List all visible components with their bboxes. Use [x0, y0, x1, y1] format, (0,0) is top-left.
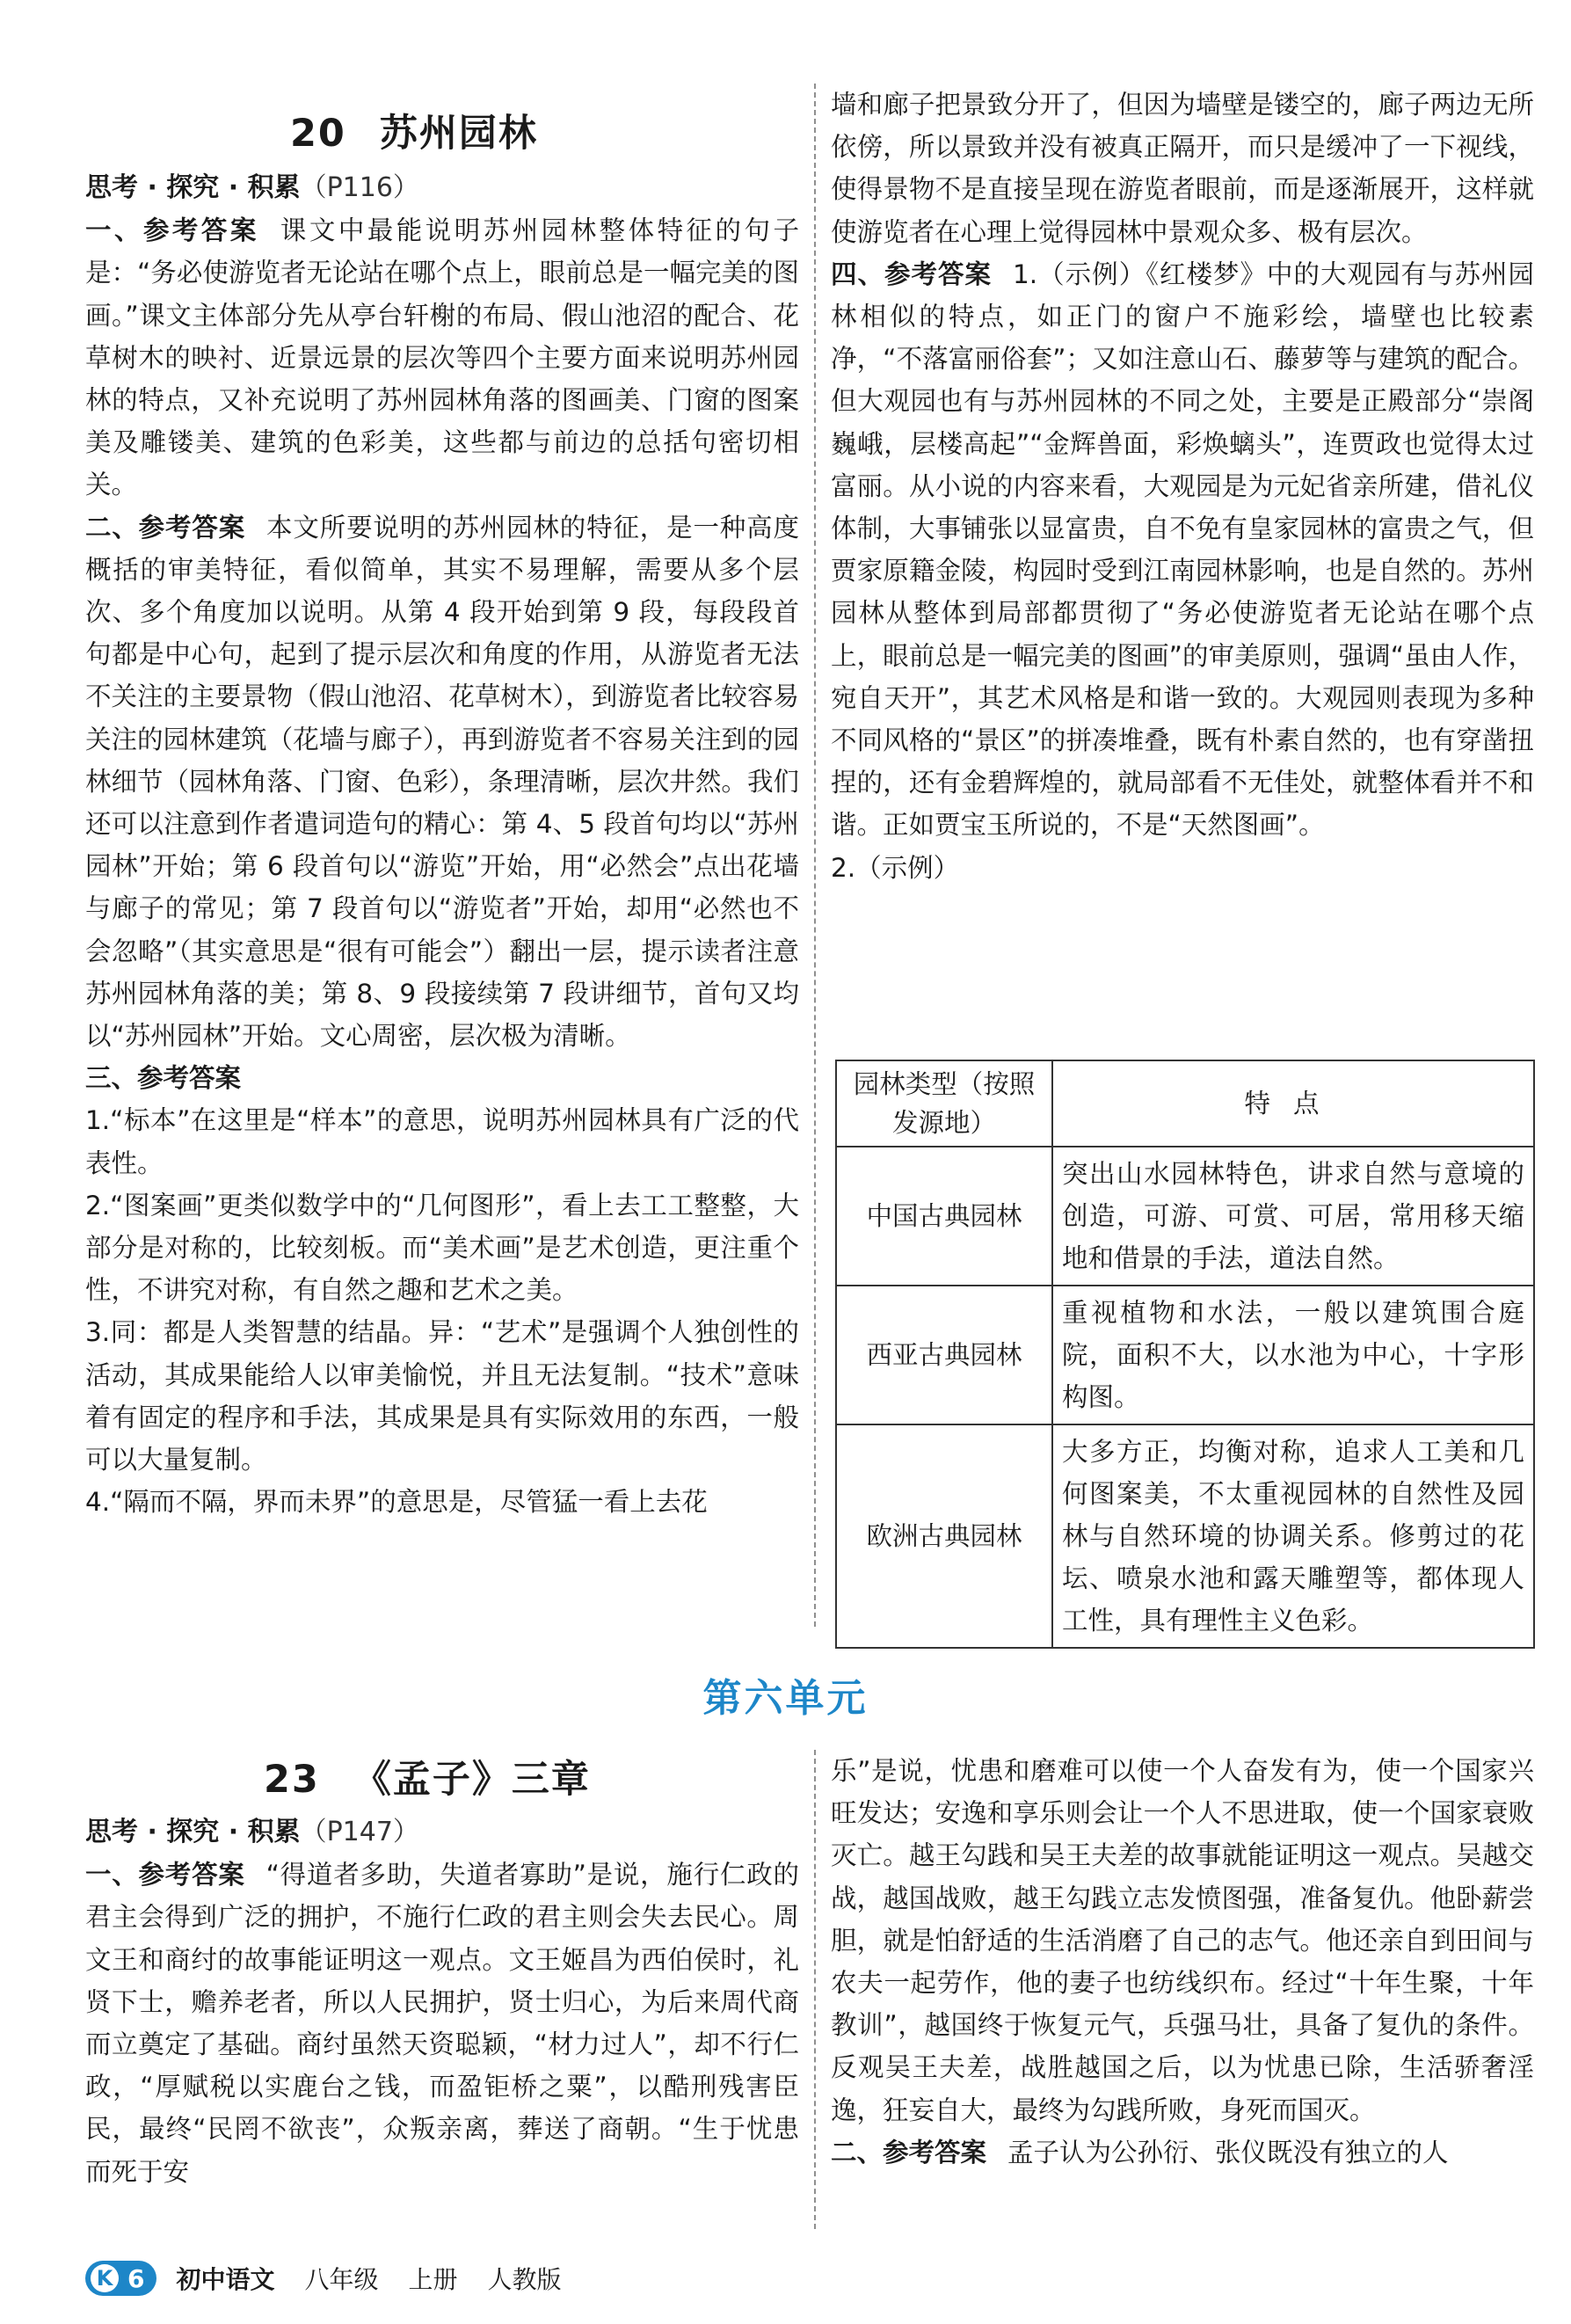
lesson-20-title — [290, 104, 538, 157]
table-row — [836, 1286, 1534, 1424]
answer-label: 一、参考答案 — [85, 1860, 245, 1891]
footer-grade: 八年级 — [304, 2265, 379, 2294]
answer-4 — [831, 253, 1534, 847]
table-cell-feature: 大多方正，均衡对称，追求人工美和几何图案美，不太重视园林的自然性及园林与自然环境的协调关系。修剪过的花坛、喷泉水池和露天雕塑等，都体现人工性，具有理性主义色彩。 — [1052, 1424, 1534, 1648]
lesson-23-right-column — [831, 1750, 1534, 2174]
section-heading-text: 思考 · 探究 · 积累 — [85, 1817, 301, 1847]
lesson-name: 苏州园林 — [379, 112, 538, 156]
brand-letter: K — [91, 2264, 119, 2292]
table-header-row — [836, 1060, 1534, 1147]
table-cell-feature: 突出山水园林特色，讲求自然与意境的创造，可游、可赏、可居，常用移天缩地和借景的手法，道法自然。 — [1052, 1147, 1534, 1286]
lesson-name: 《孟子》三章 — [353, 1758, 591, 1802]
column-divider — [814, 1750, 816, 2229]
answer-2 — [85, 506, 799, 1058]
answer-3-item: 1.“标本”在这里是“样本”的意思，说明苏州园林具有广泛的代表性。 — [85, 1105, 799, 1178]
page-number-badge — [85, 2261, 156, 2296]
table-header-type: 园林类型（按照发源地） — [836, 1060, 1052, 1147]
section-heading-text: 思考 · 探究 · 积累 — [85, 172, 301, 203]
answer-text: 课文中最能说明苏州园林整体特征的句子是：“务必使游览者无论站在哪个点上，眼前总是一幅完美的图画。”课文主体部分先从亭台轩榭的布局、假山池沼的配合、花草树木的映衬、近景远景的层次等四个主要方面来说明苏州园林的特点，又补充说明了苏州园林角落的图画美、门窗的图案美及雕镂美、建筑的色彩美，这些都与前边的总括句密切相关。 — [85, 215, 799, 500]
answer-3-item: 4.“隔而不隔，界而未界”的意思是，尽管猛一看上去花 — [85, 1487, 708, 1518]
lesson-20-right-column — [831, 84, 1534, 889]
table-row — [836, 1424, 1534, 1648]
footer-edition: 人教版 — [487, 2265, 562, 2294]
column-divider — [814, 84, 816, 1627]
answer-2 — [831, 2131, 1534, 2174]
table-cell-type: 西亚古典园林 — [836, 1286, 1052, 1424]
page-reference: （P116） — [300, 172, 419, 203]
answer-3-label: 三、参考答案 — [85, 1063, 242, 1094]
answer-text: “得道者多助，失道者寡助”是说，施行仁政的君主会得到广泛的拥护，不施行仁政的君主则会失去民心。周文王和商纣的故事能证明这一观点。文王姬昌为西伯侯时，礼贤下士，赡养老者，所以人民拥护，贤士归心，为后来周代商而立奠定了基础。商纣虽然天资聪颖，“材力过人”，却不行仁政，“厚赋税以实鹿台之钱，而盈钜桥之粟”，以酷刑残害臣民，最终“民罔不欲丧”，众叛亲离，葬送了商朝。“生于忧患而死于安 — [85, 1860, 799, 2187]
answer-label: 二、参考答案 — [831, 2137, 987, 2167]
lesson-20-left-column — [85, 167, 799, 1524]
answer-4-item-2: 2.（示例） — [831, 852, 960, 883]
footer-subject: 初中语文 — [176, 2265, 275, 2294]
unit-title: 第六单元 — [702, 1676, 869, 1721]
table-header-feature: 特点 — [1052, 1060, 1534, 1147]
answer-text: 本文所要说明的苏州园林的特征，是一种高度概括的审美特征，看似简单，其实不易理解，需要从多个层次、多个角度加以说明。从第 4 段开始到第 9 段，每段段首句都是中心句，起到了提示层次和角度的作用，从游览者无法不关注的主要景物（假山池沼、花草树木），到游览者比较容易关注的园林建筑（花墙与廊子），再到游览者不容易关注到的园林细节（园林角落、门窗、色彩），条理清晰，层次井然。我们还可以注意到作者遣词造句的精心：第 4、5 段首句均以“苏州园林”开始；第 6 段首句以“游览”开始，用“必然会”点出花墙与廊子的常见；第 7 段首句以“游览者”开始，却用“必然也不会忽略”（其实意思是“很有可能会”）翻出一层，提示读者注意苏州园林角落的美；第 8、9 段接续第 7 段讲细节，首句又均以“苏州园林”开始。文心周密，层次极为清晰。 — [85, 512, 799, 1052]
page-reference: （P147） — [300, 1817, 419, 1847]
answer-text: 1.（示例）《红楼梦》中的大观园有与苏州园林相似的特点，如正门的窗户不施彩绘，墙壁也比较素净，“不落富丽俗套”；又如注意山石、藤萝等与建筑的配合。但大观园也有与苏州园林的不同之处，主要是正殿部分“崇阁巍峨，层楼高起”“金辉兽面，彩焕螭头”，连贾政也觉得太过富丽。从小说的内容来看，大观园是为元妃省亲所建，借礼仪体制，大事铺张以显富贵，自不免有皇家园林的富贵之气，但贾家原籍金陵，构园时受到江南园林影响，也是自然的。苏州园林从整体到局部都贯彻了“务必使游览者无论站在哪个点上，眼前总是一幅完美的图画”的审美原则，强调“虽由人作，宛自天开”，其艺术风格是和谐一致的。大观园则表现为多种不同风格的“景区”的拼凑堆叠，既有朴素自然的，也有穿凿扭捏的，还有金碧辉煌的，就局部看不无佳处，就整体看并不和谐。正如贾宝玉所说的，不是“天然图画”。 — [831, 259, 1534, 841]
garden-types-table — [835, 1060, 1535, 1649]
answer-label: 一、参考答案 — [85, 215, 259, 246]
lesson-number: 23 — [264, 1758, 320, 1802]
section-heading — [85, 1811, 799, 1854]
lesson-23-left-column — [85, 1811, 799, 2193]
page-footer — [85, 2260, 592, 2297]
answer-1 — [85, 209, 799, 506]
answer-1-continued: 乐”是说，忧患和磨难可以使一个人奋发有为，使一个国家兴旺发达；安逸和享乐则会让一个人不思进取，使一个国家衰败灭亡。越王勾践和吴王夫差的故事就能证明这一观点。吴越交战，越国战败，越王勾践立志发愤图强，准备复仇。他卧薪尝胆，就是怕舒适的生活消磨了自己的志气。他还亲自到田间与农夫一起劳作，他的妻子也纺线织布。经过“十年生聚，十年教训”，越国终于恢复元气，兵强马壮，具备了复仇的条件。反观吴王夫差，战胜越国之后，以为忧患已除，生活骄奢淫逸，狂妄自大，最终为勾践所败，身死而国灭。 — [831, 1756, 1534, 2125]
section-heading — [85, 167, 799, 209]
lesson-number: 20 — [290, 112, 346, 156]
page-number: 6 — [127, 2263, 145, 2293]
table-row — [836, 1147, 1534, 1286]
footer-volume: 上册 — [408, 2265, 458, 2294]
table-cell-type: 欧洲古典园林 — [836, 1424, 1052, 1648]
table-cell-type: 中国古典园林 — [836, 1147, 1052, 1286]
lesson-23-title — [264, 1750, 591, 1803]
answer-3-continued: 墙和廊子把景致分开了，但因为墙壁是镂空的，廊子两边无所依傍，所以景致并没有被真正隔开，而只是缓冲了一下视线，使得景物不是直接呈现在游览者眼前，而是逐渐展开，这样就使游览者在心理上觉得园林中景观众多、极有层次。 — [831, 90, 1534, 247]
answer-3-item: 3.同：都是人类智慧的结晶。异：“艺术”是强调个人独创性的活动，其成果能给人以审美愉悦，并且无法复制。“技术”意味着有固定的程序和手法，其成果是具有实际效用的东西，一般可以大量复制。 — [85, 1317, 799, 1475]
answer-label: 二、参考答案 — [85, 512, 246, 543]
answer-label: 四、参考答案 — [831, 259, 993, 289]
answer-text: 孟子认为公孙衍、张仪既没有独立的人 — [1007, 2137, 1449, 2167]
answer-1 — [85, 1854, 799, 2193]
answer-3-item: 2.“图案画”更类似数学中的“几何图形”，看上去工工整整，大部分是对称的，比较刻板。而“美术画”是艺术创造，更注重个性，不讲究对称，有自然之趣和艺术之美。 — [85, 1190, 799, 1306]
table-cell-feature: 重视植物和水法，一般以建筑围合庭院，面积不大，以水池为中心，十字形构图。 — [1052, 1286, 1534, 1424]
